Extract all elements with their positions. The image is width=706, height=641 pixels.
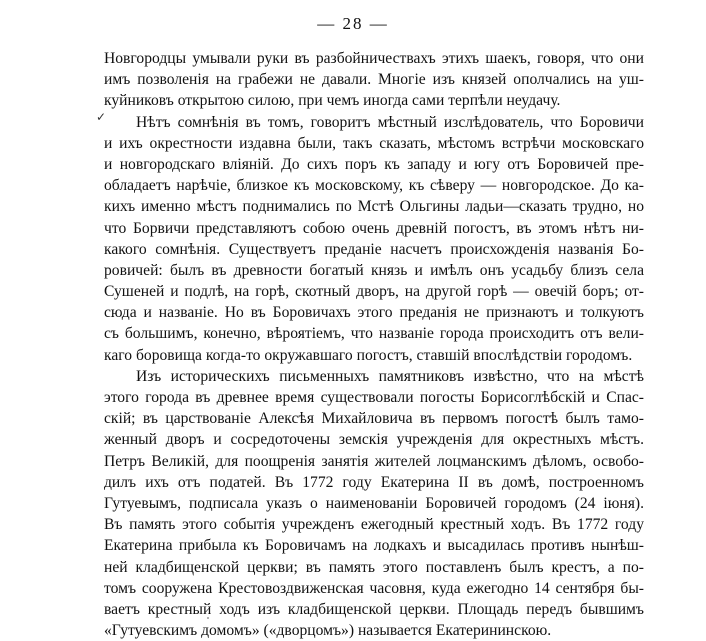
page-number: — 28 — bbox=[317, 14, 389, 33]
text-line: Екатерина прибыла къ Боровичамъ на лодкахъ и высадилась противъ нынѣш- bbox=[104, 537, 644, 555]
text-line: дилъ ихъ отъ податей. Въ 1772 году Екатерина II въ домѣ, построенномъ bbox=[104, 473, 644, 491]
text-line: ваетъ крестный ходъ изъ кладбищенской церкви. Площадь передъ бывшимъ bbox=[104, 600, 644, 618]
text-line: обладаетъ нарѣчіе, близкое къ московскому, къ сѣверу — новгородское. До ка- bbox=[104, 177, 644, 195]
text-line: Новгородцы умывали руки въ разбойничествахъ этихъ шаекъ, говоря, что они bbox=[104, 50, 644, 67]
paragraph-1 bbox=[104, 48, 644, 112]
text-line: Сушеней и подлѣ, на горѣ, скотный дворъ, на другой горѣ — овечій боръ; от- bbox=[104, 283, 644, 301]
paragraph-3 bbox=[104, 366, 644, 641]
text-line: и ихъ окрестности издавна были, такъ сказать, мѣстомъ встрѣчи московскаго bbox=[104, 134, 644, 152]
text-line: Петръ Великій, для поощренія занятія жителей лоцманскимъ дѣломъ, освобо- bbox=[104, 452, 644, 470]
text-line: куйниковъ открытою силою, при чемъ иногда сами терпѣли неудачу. bbox=[104, 92, 561, 110]
margin-mark: ✓ bbox=[96, 110, 107, 124]
text-line: Изъ историческихъ письменныхъ памятниковъ извѣстно, что на мѣстѣ bbox=[136, 367, 644, 385]
text-line: этого города въ древнее время существовали погосты Борисоглѣбскій и Спас- bbox=[104, 389, 644, 406]
text-line: какого сомнѣнія. Существуетъ преданіе насчетъ происхожденія названія Бо- bbox=[104, 240, 644, 258]
text-line: имъ позволенія на грабежи не давали. Многіе изъ князей ополчались на уш- bbox=[104, 71, 644, 89]
paragraph-2 bbox=[104, 112, 644, 366]
text-line: Въ память этого событія учрежденъ ежегодный крестный ходъ. Въ 1772 году bbox=[104, 516, 644, 534]
text-line: скій; въ царствованіе Алексѣя Михайловича въ первомъ погостѣ былъ тамо- bbox=[104, 410, 644, 428]
text-line: каго боровища когда-то окружавшаго погостъ, ставшій впослѣдствіи городомъ. bbox=[104, 346, 633, 364]
text-line: «Гутуевскимъ домомъ» («дворцомъ») называется Екатерининскою. bbox=[104, 622, 552, 640]
text-line: Нѣтъ сомнѣнія въ томъ, говоритъ мѣстный изслѣдователь, что Боровичи bbox=[136, 113, 644, 131]
text-line: кихъ именно мѣстъ поднимались по Мстѣ Ольгины ладьи—сказать трудно, но bbox=[104, 198, 644, 216]
text-line: сюда и названіе. Но въ Боровичахъ этого преданія не признаютъ и толкуютъ bbox=[104, 304, 644, 322]
text-line: и новгородскаго вліяній. До сихъ поръ къ западу и югу отъ Боровичей пре- bbox=[104, 155, 644, 173]
text-line: Гутуевымъ, подписала указъ о наименованіи Боровичей городомъ (24 іюня). bbox=[104, 494, 644, 512]
text-line: ней кладбищенской церкви; въ память этого поставленъ былъ крестъ, а по- bbox=[104, 558, 644, 576]
text-line: что Борвичи представляютъ собою очень древній погостъ, въ этомъ нѣтъ ни- bbox=[104, 219, 644, 237]
text-line: съ большимъ, конечно, вѣроятіемъ, что названіе города происходитъ отъ вели- bbox=[104, 325, 644, 343]
text-line: женный дворъ и сосредоточены земскія учрежденія для окрестныхъ мѣстъ. bbox=[104, 431, 644, 449]
text-line: томъ сооружена Крестовоздвиженская часовня, куда ежегодно 14 сентября бы- bbox=[104, 579, 644, 597]
body-text bbox=[104, 48, 644, 641]
text-line: ровичей: былъ въ древности богатый князь и имѣлъ онъ усадьбу близъ села bbox=[104, 261, 644, 279]
